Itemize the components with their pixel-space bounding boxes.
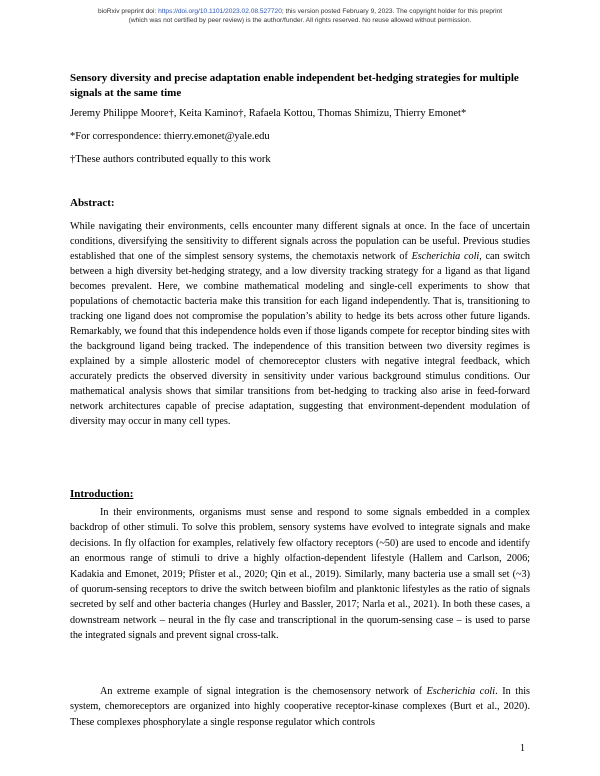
intro-para-2-text-b: . In this system, chemoreceptors are organized into highly cooperative receptor-kinase complexes (Burt et al., 2020). These complexes phosphorylate a single response regulator which controls <box>70 686 531 728</box>
abstract-species-name: Escherichia coli <box>411 251 480 262</box>
abstract-heading: Abstract: <box>70 197 115 209</box>
introduction-heading: Introduction: <box>70 488 134 500</box>
author-list: Jeremy Philippe Moore†, Keita Kamino†, Rafaela Kottou, Thomas Shimizu, Thierry Emonet* <box>70 108 467 119</box>
paper-title: Sensory diversity and precise adaptation enable independent bet-hedging strategies for multiple signals at the same time <box>70 72 519 99</box>
header-line-2: (which was not certified by peer review) is the author/funder. All rights reserved. No reuse allowed without permission. <box>128 17 472 24</box>
abstract-body <box>70 219 530 429</box>
abstract-text-2: , can switch between a high diversity bet-hedging strategy, and a low diversity tracking strategy for a ligand as that ligand becomes prevalent. Here, we combine mathematical modeling and single-cell experiments to show that populations of chemotactic bacteria make this transition for each ligand independently. That is, transitioning to tracking one ligand does not compromise the population’s ability to hedge its bets across other future ligands. Remarkably, we found that this independence holds even if those ligands compete for receptor binding sites with the background ligand being tracked. The independence of this transition between two diversity regimes is explained by a simple allosteric model of chemoreceptor clusters with negative integral feedback, which accurately predicts the observed diversity in sensitivity under various background stimulus conditions. Our mathematical analysis shows that similar transitions from bet-hedging to tracking also arise in feed-forward network architectures capable of precise adaptation, suggesting that environment-dependent modulation of diversity may occur in many cell types. <box>70 251 530 427</box>
abstract-text-1: While navigating their environments, cells encounter many different signals at once. In the face of uncertain conditions, diversifying the sensitivity to different signals across the population can be useful. Previous studies established that one of the simplest sensory systems, the chemotaxis network of <box>70 221 530 262</box>
page-number: 1 <box>520 743 525 754</box>
header-posted-text: ; this version posted February 9, 2023. The copyright holder for this preprint <box>281 8 503 15</box>
intro-para-2-text-a: An extreme example of signal integration is the chemosensory network of <box>100 686 427 697</box>
header-line-1 <box>0 7 600 16</box>
equal-contribution-note: †These authors contributed equally to this work <box>70 154 271 165</box>
intro-species-name: Escherichia coli <box>426 686 496 697</box>
introduction-paragraph-1 <box>70 505 530 644</box>
intro-para-1-text: In their environments, organisms must sense and respond to some signals embedded in a complex backdrop of other stimuli. To solve this problem, sensory systems have evolved to integrate signals and make decisions. In fly olfaction for examples, relatively few olfactory receptors (~50) are used to encode and identify an enormous range of stimuli to drive a highly olfaction-dependent lifestyle (Hallem and Carlson, 2006; Kadakia and Emonet, 2019; Pfister et al., 2020; Qin et al., 2019). Similarly, many bacteria use a small set (~3) of quorum-sensing receptors to drive the switch between biofilm and planktonic lifestyles as the ratio of signals secreted by self and other bacteria changes (Hurley and Bassler, 2017; Narla et al., 2021). In both these cases, a downstream network – neural in the fly case and transcriptional in the quorum-sensing case – is used to parse the integrated signals and prevent signal cross-talk. <box>70 507 530 642</box>
header-prefix: bioRxiv preprint doi: <box>97 8 159 15</box>
doi-link[interactable]: https://doi.org/10.1101/2023.02.08.527720 <box>158 8 282 15</box>
preprint-header <box>0 7 600 25</box>
introduction-paragraph-2 <box>70 684 530 730</box>
correspondence-note: *For correspondence: thierry.emonet@yale.edu <box>70 131 270 142</box>
